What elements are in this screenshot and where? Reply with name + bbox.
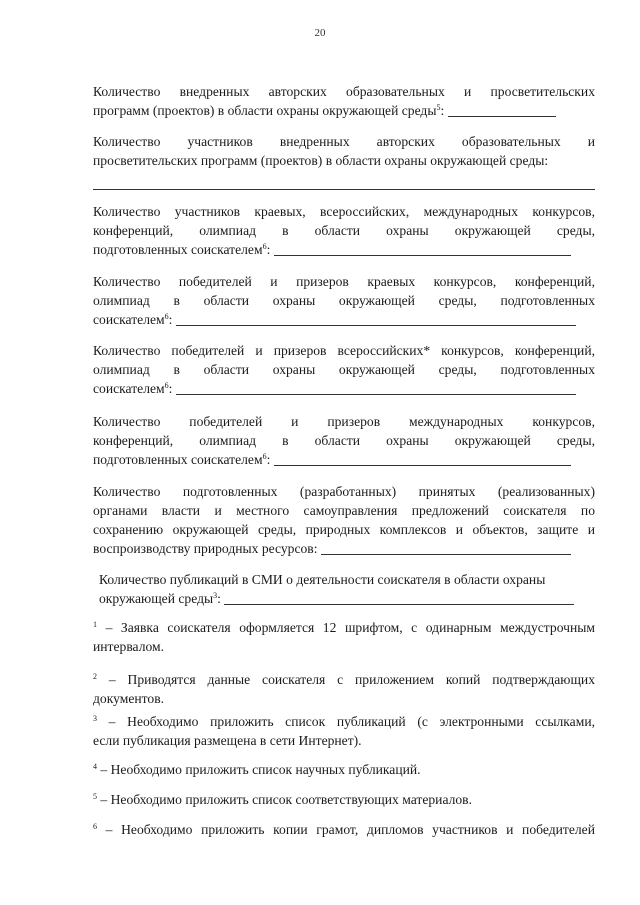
footnote-text: – Заявка соискателя оформляется 12 шрифтом, с одинарным междустрочным — [105, 620, 595, 635]
field-line: Количество публикаций в СМИ о деятельности соискателя в области охраны — [99, 572, 546, 587]
field-international-winners — [93, 412, 595, 469]
footnote-text: – Необходимо приложить копии грамот, дипломов участников и победителей — [105, 822, 595, 837]
field-line: Количество победителей и призеров всероссийских* конкурсов, конференций, — [93, 343, 595, 358]
field-colon: : — [168, 312, 173, 327]
footnote-mark: 6 — [93, 822, 97, 831]
footnote-ref: 5 — [436, 103, 441, 112]
footnote-text: – Необходимо приложить список публикаций (с электронными ссылками, — [108, 714, 595, 729]
field-line: соискателем — [93, 312, 165, 327]
answer-blank[interactable] — [274, 254, 571, 256]
answer-blank[interactable] — [224, 603, 574, 605]
answer-blank[interactable] — [93, 189, 595, 190]
field-line: органами власти и местного самоуправления предложений соискателя по — [93, 503, 595, 518]
field-contest-participants — [93, 202, 595, 259]
field-national-winners — [93, 341, 595, 398]
field-colon: : — [217, 591, 221, 606]
field-line: воспроизводству природных ресурсов: — [93, 541, 318, 556]
footnote-ref: 3 — [213, 591, 218, 600]
footnote-text: – Приводятся данные соискателя с приложением копий подтверждающих — [108, 672, 595, 687]
answer-blank[interactable] — [448, 115, 556, 117]
footnote-mark: 3 — [93, 714, 97, 723]
field-line: сохранению окружающей среды, природных комплексов и объектов, защите и — [93, 522, 595, 537]
footnote-mark: 5 — [93, 792, 97, 801]
footnote-text: документов. — [93, 691, 165, 706]
field-line: Количество внедренных авторских образовательных и просветительских — [93, 84, 595, 99]
field-line: Количество победителей и призеров международных конкурсов, — [93, 414, 595, 429]
field-line: подготовленных соискателем — [93, 242, 263, 257]
field-adopted-proposals — [93, 482, 595, 558]
field-authored-programs — [93, 82, 595, 120]
footnote-4 — [93, 760, 595, 779]
field-line: конференций, олимпиад в области охраны окружающей среды, — [93, 433, 595, 448]
field-regional-winners — [93, 272, 595, 329]
footnote-5 — [93, 790, 595, 809]
footnote-text: интервалом. — [93, 639, 165, 654]
footnote-1 — [93, 618, 595, 656]
footnote-2 — [93, 670, 595, 708]
field-line: программ (проектов) в области охраны окружающей среды — [93, 103, 437, 118]
field-program-participants — [93, 132, 595, 190]
field-line: Количество участников краевых, всероссийских, международных конкурсов, — [93, 204, 595, 219]
field-line: окружающей среды — [99, 591, 214, 606]
page-number: 20 — [314, 27, 326, 39]
field-line: олимпиад в области охраны окружающей среды, подготовленных — [93, 293, 595, 308]
answer-blank[interactable] — [274, 464, 571, 466]
footnote-text: если публикация размещена в сети Интернет). — [93, 733, 362, 748]
answer-blank[interactable] — [176, 324, 576, 326]
footnote-mark: 2 — [93, 672, 97, 681]
footnote-ref: 6 — [164, 381, 169, 390]
footnote-6 — [93, 820, 595, 839]
field-line: олимпиад в области охраны окружающей среды, подготовленных — [93, 362, 595, 377]
field-line: Количество участников внедренных авторских образовательных и — [93, 134, 595, 149]
answer-blank[interactable] — [321, 553, 571, 555]
field-line: конференций, олимпиад в области охраны окружающей среды, — [93, 223, 595, 238]
field-colon: : — [266, 242, 271, 257]
footnote-mark: 4 — [93, 762, 97, 771]
field-line: Количество победителей и призеров краевых конкурсов, конференций, — [93, 274, 595, 289]
field-line: соискателем — [93, 381, 165, 396]
footnote-ref: 6 — [262, 242, 267, 251]
field-colon: : — [266, 452, 271, 467]
footnote-text: – Необходимо приложить список научных публикаций. — [100, 762, 421, 777]
field-colon: : — [168, 381, 173, 396]
field-colon: : — [440, 103, 445, 118]
field-line: подготовленных соискателем — [93, 452, 263, 467]
field-line: просветительских программ (проектов) в области охраны окружающей среды: — [93, 153, 549, 168]
answer-blank[interactable] — [176, 393, 576, 395]
footnote-mark: 1 — [93, 620, 97, 629]
footnote-text: – Необходимо приложить список соответствующих материалов. — [100, 792, 473, 807]
field-line: Количество подготовленных (разработанных) принятых (реализованных) — [93, 484, 595, 499]
field-media-publications — [99, 570, 594, 608]
footnote-3 — [93, 712, 595, 750]
footnote-ref: 6 — [262, 452, 267, 461]
footnote-ref: 6 — [164, 312, 169, 321]
